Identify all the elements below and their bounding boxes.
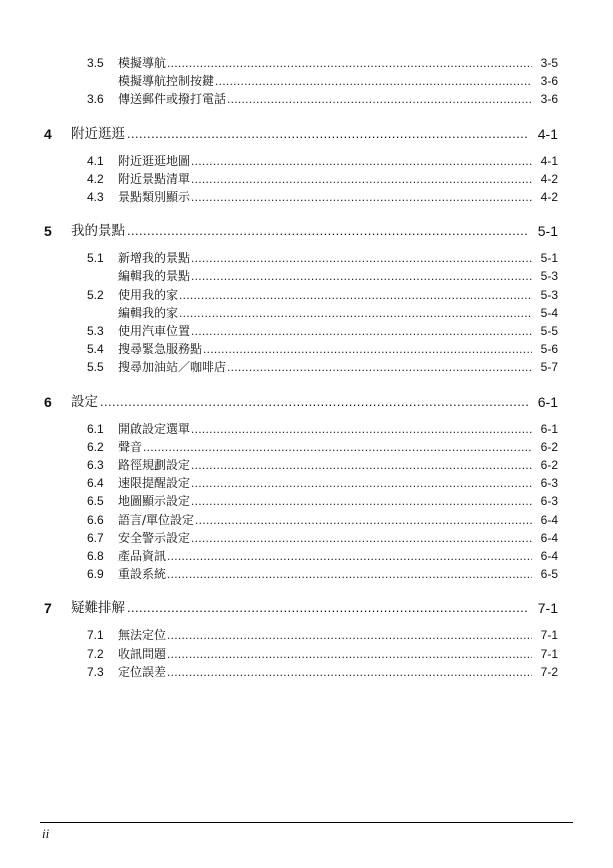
toc-dot-leader [100,392,529,412]
toc-section-entry[interactable] [0,54,613,72]
toc-entry-title-line [118,529,533,547]
toc-entry-title: 地圖顯示設定 [118,494,191,509]
toc-entry-title-line [118,492,533,510]
toc-entry-page: 6-2 [540,458,558,472]
toc-dot-leader [167,547,532,565]
footer-page-number: ii [42,826,50,841]
toc-entry-number: 6.6 [87,512,104,527]
toc-entry-title-line [118,645,533,663]
toc-dot-leader [191,456,532,474]
toc-entry-title-line [118,474,533,492]
toc-entry-title-line [118,547,533,565]
toc-entry-number: 4.1 [87,153,104,168]
toc-entry-number: 6.3 [87,458,104,472]
toc-entry-title: 附近景點清單 [118,171,191,186]
toc-entry-page: 7-1 [537,600,558,617]
toc-section-entry[interactable] [0,474,613,492]
toc-entry-page: 4-2 [540,171,558,186]
toc-entry-title-line [118,286,533,304]
toc-entry-title-line [118,170,533,188]
toc-entry-page: 4-1 [540,153,558,168]
toc-dot-leader [227,90,532,108]
toc-dot-leader [179,304,532,322]
toc-entry-title-line [118,663,533,681]
toc-section-entry[interactable] [0,511,613,529]
toc-dot-leader [167,626,532,644]
toc-entry-title: 聲音 [118,439,143,454]
toc-section-entry[interactable] [0,170,613,188]
toc-entry-title: 模擬導航控制按鍵 [118,74,215,89]
toc-entry-title: 開啟設定選單 [118,421,191,436]
toc-section-entry[interactable] [0,565,613,583]
toc-entry-page: 6-2 [540,439,558,454]
toc-entry-number: 3.6 [87,92,104,107]
toc-entry-title: 收訊問題 [118,646,167,661]
toc-dot-leader [191,249,532,267]
toc-entry-title: 安全警示設定 [118,530,191,545]
toc-entry-page: 6-4 [540,530,558,545]
toc-section-entry[interactable] [0,420,613,438]
toc-dot-leader [167,663,532,681]
toc-entry-page: 3-6 [540,92,558,107]
toc-dot-leader [191,322,532,340]
toc-entry-title: 景點類別顯示 [118,190,191,204]
toc-chapter-entry[interactable] [0,392,613,412]
toc-entry-page: 5-6 [540,342,558,357]
toc-chapter-entry[interactable] [0,124,613,144]
toc-entry-title: 無法定位 [118,628,167,643]
toc-section-entry[interactable] [0,663,613,681]
toc-entry-title: 速限提醒設定 [118,476,191,491]
toc-entry-page: 5-4 [540,305,558,320]
toc-entry-title-line [118,438,533,456]
toc-entry-title: 搜尋加油站／咖啡店 [118,360,227,375]
toc-entry-title-line [118,511,533,529]
toc-dot-leader [191,420,532,438]
toc-entry-title: 編輯我的家 [118,305,179,320]
toc-entry-number: 5.2 [87,287,104,302]
toc-entry-title-line [118,152,533,170]
toc-section-entry[interactable] [0,304,613,322]
toc-entry-title: 我的景點 [71,223,125,240]
toc-dot-leader [167,645,532,663]
toc-entry-title-line [118,54,533,72]
toc-entry-title: 路徑規劃設定 [118,458,191,472]
toc-entry-number: 6.8 [87,549,104,563]
toc-entry-title-line [71,392,531,412]
toc-entry-title: 語言/單位設定 [118,512,195,527]
toc-entry-page: 6-3 [540,476,558,491]
toc-entry-title: 傳送郵件或撥打電話 [118,92,227,107]
toc-dot-leader [191,267,532,285]
toc-dot-leader [167,565,532,583]
toc-entry-title: 重設系統 [118,567,167,582]
toc-dot-leader [191,170,532,188]
toc-section-entry[interactable] [0,626,613,644]
toc-entry-page: 4-2 [540,190,558,204]
toc-entry-number: 6 [44,393,52,410]
toc-dot-leader [127,124,529,144]
toc-entry-page: 6-3 [540,494,558,509]
toc-section-entry[interactable] [0,456,613,474]
toc-section-entry[interactable] [0,90,613,108]
toc-entry-title: 新增我的景點 [118,251,191,266]
toc-entry-page: 6-1 [537,393,558,410]
toc-dot-leader [215,72,532,90]
toc-entry-page: 6-4 [540,512,558,527]
toc-section-entry[interactable] [0,547,613,565]
toc-dot-leader [191,529,532,547]
toc-entry-page: 4-1 [537,125,558,142]
toc-entry-page: 7-1 [540,628,558,643]
toc-section-entry[interactable] [0,322,613,340]
toc-entry-number: 4 [44,125,52,142]
toc-entry-title: 使用我的家 [118,287,179,302]
toc-dot-leader [191,188,532,206]
toc-entry-title-line [71,598,531,618]
toc-entry-title-line [118,304,533,322]
toc-entry-page: 5-3 [540,287,558,302]
toc-entry-number: 5.3 [87,324,104,338]
toc-entry-page: 3-5 [540,56,558,70]
toc-dot-leader [179,286,532,304]
toc-entry-title: 附近逛逛地圖 [118,153,191,168]
toc-dot-leader [143,438,532,456]
toc-entry-number: 4.3 [87,190,104,204]
toc-entry-page: 7-2 [540,664,558,679]
toc-section-entry[interactable] [0,492,613,510]
toc-entry-title-line [118,420,533,438]
toc-dot-leader [191,492,532,510]
toc-entry-title: 編輯我的景點 [118,269,191,284]
toc-dot-leader [191,474,532,492]
toc-chapter-entry[interactable] [0,598,613,618]
toc-entry-number: 6.5 [87,494,104,509]
footer-rule [40,822,573,823]
toc-entry-title-line [71,124,531,144]
toc-section-entry[interactable] [0,358,613,376]
toc-entry-title-line [118,626,533,644]
toc-entry-title: 疑難排解 [71,600,125,617]
toc-entry-page: 5-5 [540,324,558,338]
toc-dot-leader [127,598,529,618]
toc-entry-number: 4.2 [87,171,104,186]
toc-entry-title: 搜尋緊急服務點 [118,342,203,357]
toc-entry-title: 定位誤差 [118,664,167,679]
toc-section-entry[interactable] [0,188,613,206]
toc-entry-page: 7-1 [540,646,558,661]
toc-entry-page: 5-1 [537,223,558,240]
toc-entry-title-line [118,340,533,358]
toc-entry-number: 5.5 [87,360,104,375]
toc-section-entry[interactable] [0,72,613,90]
toc-entry-title-line [71,221,531,241]
toc-entry-number: 5 [44,223,52,240]
toc-entry-title: 設定 [71,393,98,410]
toc-entry-page: 6-4 [540,549,558,563]
toc-section-entry[interactable] [0,438,613,456]
toc-entry-number: 6.1 [87,421,104,436]
toc-dot-leader [167,54,532,72]
toc-entry-page: 6-1 [540,421,558,436]
toc-dot-leader [227,358,532,376]
toc-entry-number: 3.5 [87,56,104,70]
toc-dot-leader [203,340,532,358]
toc-entry-title: 使用汽車位置 [118,324,191,338]
toc-entry-title: 模擬導航 [118,56,167,70]
toc-entry-number: 5.4 [87,342,104,357]
toc-section-entry[interactable] [0,152,613,170]
toc-section-entry[interactable] [0,286,613,304]
toc-chapter-entry[interactable] [0,221,613,241]
toc-entry-title-line [118,90,533,108]
toc-entry-number: 7 [44,600,52,617]
toc-section-entry[interactable] [0,529,613,547]
toc-entry-title-line [118,72,533,90]
toc-entry-number: 6.2 [87,439,104,454]
toc-entry-title-line [118,249,533,267]
toc-entry-number: 6.7 [87,530,104,545]
toc-entry-number: 7.1 [87,628,104,643]
toc-section-entry[interactable] [0,340,613,358]
toc-entry-page: 5-7 [540,360,558,375]
toc-dot-leader [191,152,532,170]
toc-dot-leader [195,511,532,529]
toc-entry-page: 5-1 [540,251,558,266]
toc-section-entry[interactable] [0,645,613,663]
toc-entry-page: 3-6 [540,74,558,89]
toc-entry-number: 6.4 [87,476,104,491]
toc-entry-title-line [118,322,533,340]
toc-entry-page: 5-3 [540,269,558,284]
toc-entry-title-line [118,456,533,474]
toc-section-entry[interactable] [0,249,613,267]
toc-dot-leader [127,221,529,241]
toc-entry-number: 6.9 [87,567,104,582]
toc-entry-title-line [118,565,533,583]
toc-entry-number: 7.2 [87,646,104,661]
toc-entry-page: 6-5 [540,567,558,582]
toc-section-entry[interactable] [0,267,613,285]
toc-entry-title: 產品資訊 [118,549,167,563]
toc-entry-title-line [118,358,533,376]
toc-entry-title: 附近逛逛 [71,125,125,142]
toc-entry-title-line [118,188,533,206]
toc-entry-number: 5.1 [87,251,104,266]
toc-entry-number: 7.3 [87,664,104,679]
toc-entry-title-line [118,267,533,285]
